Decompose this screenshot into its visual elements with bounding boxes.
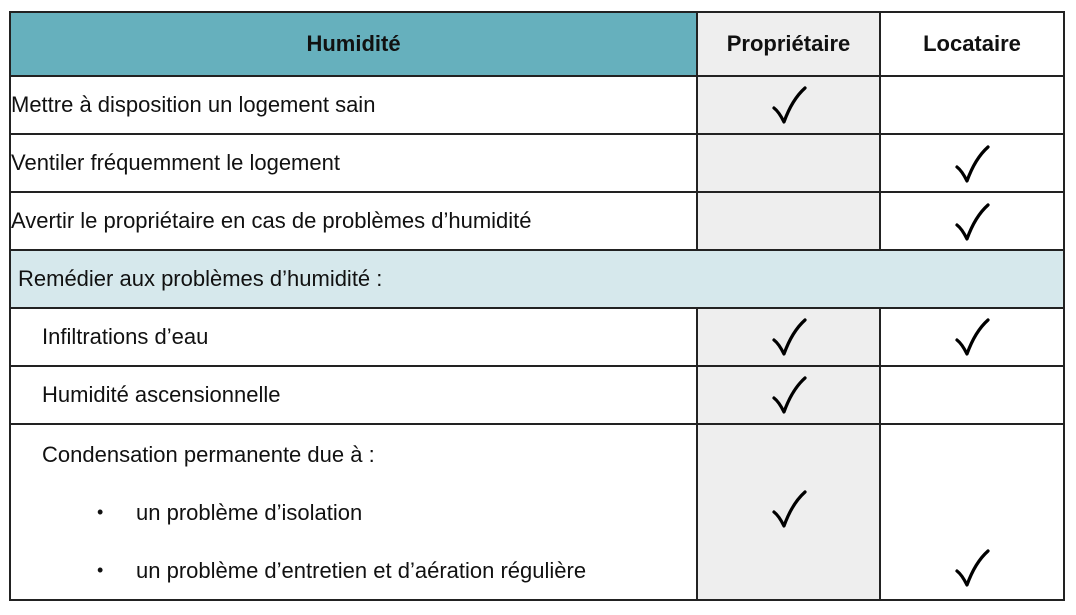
row-label: Avertir le propriétaire en cas de problèmes d’humidité <box>10 192 697 250</box>
check-icon <box>771 318 807 358</box>
check-icon <box>954 203 990 243</box>
check-icon <box>954 318 990 358</box>
check-icon <box>771 490 807 530</box>
owner-cell <box>697 192 880 250</box>
row-label: Infiltrations d’eau <box>10 308 697 366</box>
check-icon <box>771 376 807 416</box>
table-row <box>10 192 1064 250</box>
bullet-icon: • <box>97 502 104 522</box>
bullet-icon: • <box>97 560 104 580</box>
bullet-item-maintenance: un problème d’entretien et d’aération régulière <box>136 558 587 583</box>
owner-cell <box>697 424 880 600</box>
header-owner: Propriétaire <box>697 12 880 76</box>
section-label: Remédier aux problèmes d’humidité : <box>10 250 1064 308</box>
tenant-cell <box>880 366 1064 424</box>
check-icon <box>771 86 807 126</box>
table-row <box>10 366 1064 424</box>
table-row <box>10 76 1064 134</box>
table-row <box>10 134 1064 192</box>
tenant-cell <box>880 192 1064 250</box>
condensation-label: Condensation permanente due à : <box>42 442 375 467</box>
bullet-item-insulation: un problème d’isolation <box>136 500 363 525</box>
header-tenant: Locataire <box>880 12 1064 76</box>
owner-cell <box>697 134 880 192</box>
tenant-cell <box>880 308 1064 366</box>
row-label: Humidité ascensionnelle <box>10 366 697 424</box>
row-label: Ventiler fréquemment le logement <box>10 134 697 192</box>
section-row <box>10 250 1064 308</box>
humidity-responsibility-table <box>9 11 1065 601</box>
owner-cell <box>697 76 880 134</box>
condensation-row <box>10 424 1064 600</box>
condensation-cell <box>10 424 697 600</box>
tenant-cell <box>880 134 1064 192</box>
row-label: Mettre à disposition un logement sain <box>10 76 697 134</box>
tenant-cell <box>880 424 1064 600</box>
tenant-cell <box>880 76 1064 134</box>
owner-cell <box>697 308 880 366</box>
check-icon <box>954 549 990 589</box>
header-humidity: Humidité <box>10 12 697 76</box>
owner-cell <box>697 366 880 424</box>
check-icon <box>954 145 990 185</box>
table-row <box>10 308 1064 366</box>
table-header-row <box>10 12 1064 76</box>
